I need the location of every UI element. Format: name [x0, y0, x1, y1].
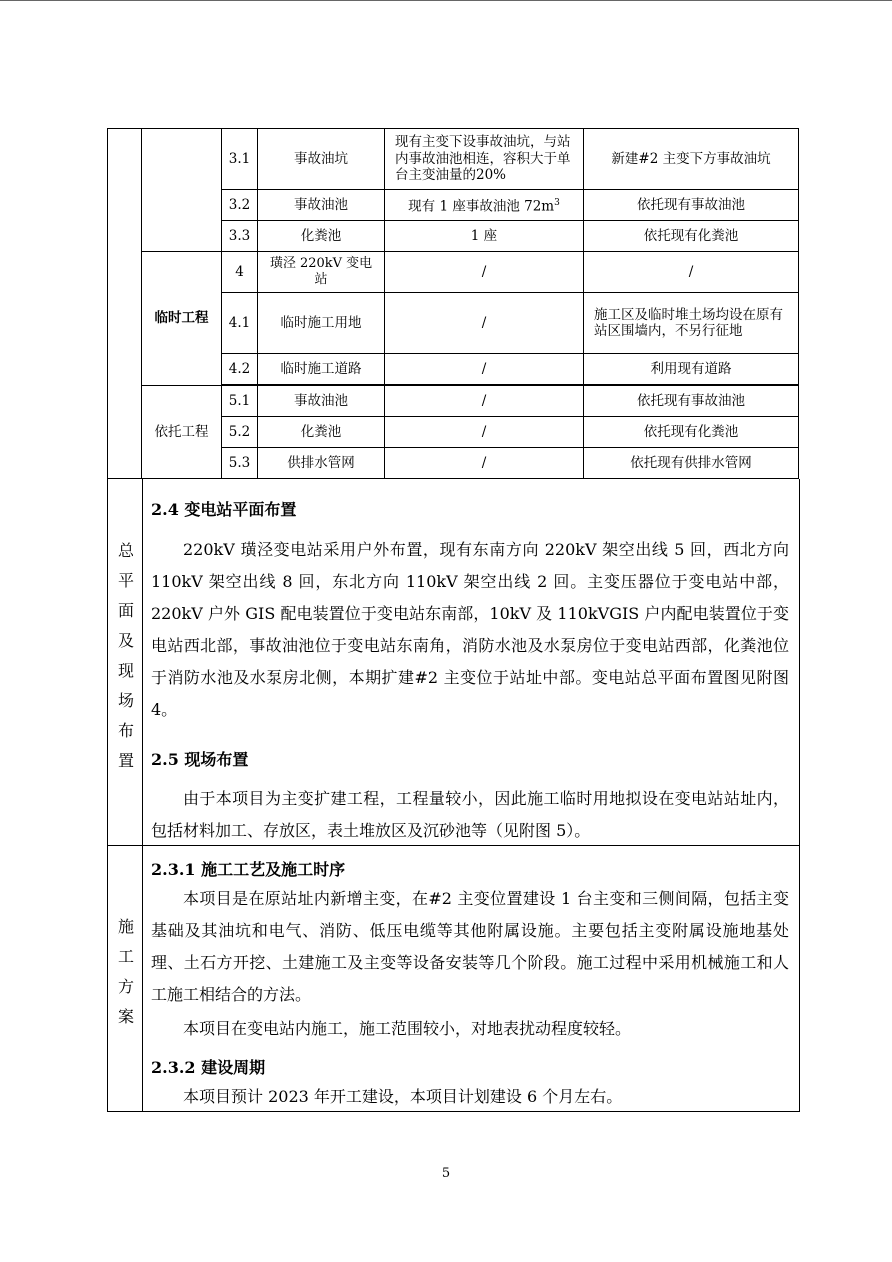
- row-current: /: [385, 252, 584, 293]
- paragraph-2-5: 由于本项目为主变扩建工程，工程量较小，因此施工临时用地拟设在变电站站址内，包括材料加工、存放区，表土堆放区及沉砂池等（见附图 5）。: [151, 789, 789, 840]
- page-number: 5: [441, 1166, 451, 1181]
- group-label-rely: 依托工程: [142, 386, 222, 479]
- table-row: [108, 252, 799, 293]
- row-number: 5.2: [222, 417, 258, 448]
- row-plan: 依托现有供排水管网: [584, 448, 799, 479]
- table-row: [108, 129, 799, 190]
- page-top-rule: [0, 0, 892, 1]
- heading-2-3-1: 2.3.1 施工工艺及施工时序: [151, 860, 346, 879]
- row-name: 临时施工道路: [258, 354, 385, 385]
- row-current: /: [385, 386, 584, 417]
- row-plan: 依托现有事故油池: [584, 190, 799, 221]
- table-row: [108, 386, 799, 417]
- row-plan: 新建#2 主变下方事故油坑: [584, 129, 799, 190]
- paragraph-2-3-1a: 本项目是在原站址内新增主变，在#2 主变位置建设 1 台主变和三侧间隔，包括主变基础及其油坑和电气、消防、低压电缆等其他附属设施。主要包括主变附属设施地基处理、土石方开挖、土建施工及主变等设备安装等几个阶段。施工过程中采用机械施工和人工施工相结合的方法。: [151, 889, 789, 1004]
- paragraph-2-3-2: 本项目预计 2023 年开工建设，本项目计划建设 6 个月左右。: [183, 1087, 623, 1106]
- row-number: 3.2: [222, 190, 258, 221]
- superscript: 3: [554, 198, 560, 208]
- row-plan: 依托现有化粪池: [584, 417, 799, 448]
- section-body: [151, 479, 789, 845]
- paragraph-2-3-1b: 本项目在变电站内施工，施工范围较小，对地表扰动程度较轻。: [183, 1019, 632, 1038]
- row-number: 3.1: [222, 129, 258, 190]
- row-plan: 利用现有道路: [584, 354, 799, 385]
- heading-2-5: 2.5 现场布置: [151, 750, 249, 769]
- row-current: 1 座: [385, 221, 584, 252]
- row-name: 事故油坑: [258, 129, 385, 190]
- group-cell-blank: [142, 129, 222, 252]
- row-current: /: [385, 354, 584, 385]
- row-current: 现有主变下设事故油坑，与站内事故油池相连，容积大于单台主变油量的20%: [385, 129, 584, 190]
- row-number: 3.3: [222, 221, 258, 252]
- row-plan: /: [584, 252, 799, 293]
- section-label: 总平面及现场布置: [115, 542, 135, 782]
- row-name: 临时施工用地: [258, 293, 385, 354]
- group-label-temp: 临时工程: [142, 252, 222, 386]
- row-plan: 依托现有事故油池: [584, 386, 799, 417]
- row-current: /: [385, 448, 584, 479]
- row-current-text: 现有 1 座事故油池 72m: [408, 198, 555, 215]
- row-current: /: [385, 417, 584, 448]
- section-label-cell: [108, 479, 143, 845]
- row-name: 供排水管网: [258, 448, 385, 479]
- heading-2-4: 2.4 变电站平面布置: [151, 500, 297, 519]
- paragraph-2-4: 220kV 璜泾变电站采用户外布置，现有东南方向 220kV 架空出线 5 回，西北方向 110kV 架空出线 8 回，东北方向 110kV 架空出线 2 回。主变压器位于变电站中部，220kV 户外 GIS 配电装置位于变电站东南部，10kV 及 110kVGIS 户内配电装置位于变电站西北部，事故油池位于变电站东南角，消防水池及水泵房位于变电站西部，化粪池位于消防水池及水泵房北侧，本期扩建#2 主变位于站址中部。变电站总平面布置图见附图 4。: [151, 540, 789, 719]
- section-body: [151, 845, 789, 1111]
- row-number: 5.1: [222, 386, 258, 417]
- construction-plan-section: [107, 845, 800, 1112]
- section-label-cell: [108, 845, 143, 1111]
- row-name: 事故油池: [258, 386, 385, 417]
- row-name: 璜泾 220kV 变电站: [258, 252, 385, 293]
- row-number: 4: [222, 252, 258, 293]
- row-name: 化粪池: [258, 221, 385, 252]
- row-number: 4.2: [222, 354, 258, 385]
- row-plan: 施工区及临时堆土场均设在原有站区围墙内，不另行征地: [584, 293, 799, 354]
- row-current: /: [385, 293, 584, 354]
- layout-section: [107, 479, 800, 846]
- outer-blank-cell: [108, 129, 142, 479]
- row-name: 化粪池: [258, 417, 385, 448]
- row-number: 4.1: [222, 293, 258, 354]
- row-number: 5.3: [222, 448, 258, 479]
- heading-2-3-2: 2.3.2 建设周期: [151, 1058, 266, 1077]
- section-label: 施工方案: [115, 918, 135, 1038]
- row-plan: 依托现有化粪池: [584, 221, 799, 252]
- row-current: [385, 190, 584, 221]
- row-name: 事故油池: [258, 190, 385, 221]
- project-composition-table: [107, 128, 799, 479]
